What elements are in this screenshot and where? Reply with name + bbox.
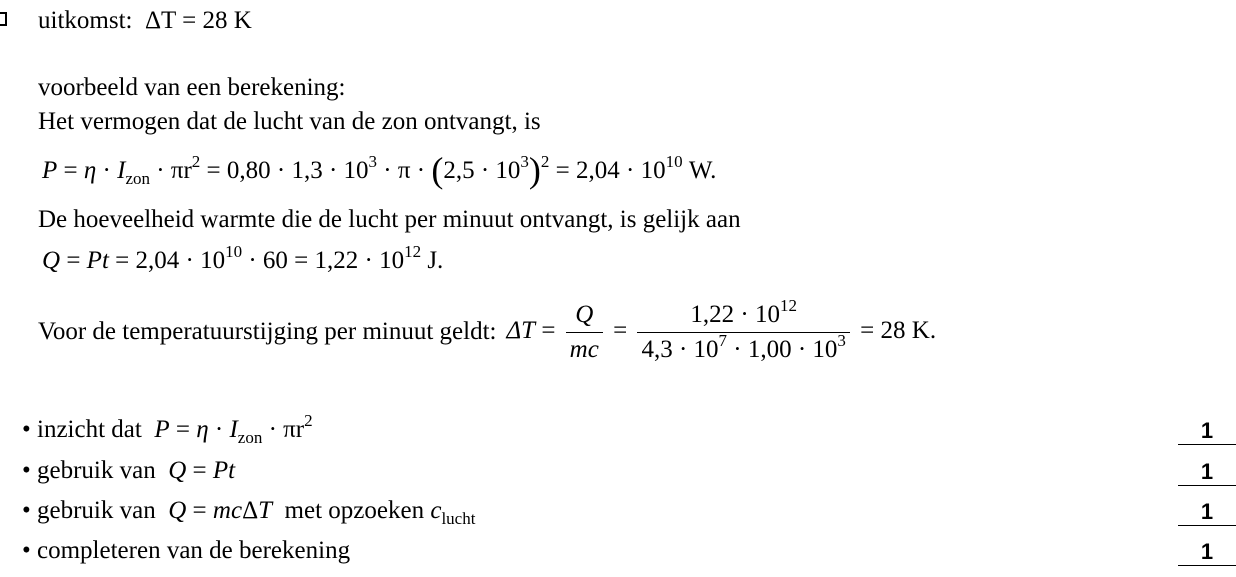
c1-p: P — [154, 416, 170, 443]
example-line-power: Het vermogen dat de lucht van de zon ontvangt, is — [38, 108, 541, 135]
c1-eq: = — [169, 416, 197, 443]
criterion-bullet: • — [22, 416, 31, 443]
equation-heat — [42, 242, 444, 276]
eq2-exp-12: 12 — [404, 242, 422, 261]
eq3-equals-b: = — [606, 316, 634, 344]
eq2-unit: J. — [421, 247, 444, 274]
eq3-frac2-den-b: · 1,00 · 10 — [727, 335, 838, 363]
temp-intro: Voor de temperatuurstijging per minuut geldt: — [38, 318, 497, 345]
eq1-unit: W. — [682, 157, 717, 184]
eq1-exp-a: 3 — [368, 152, 378, 171]
c2-eq: = — [186, 457, 213, 484]
eq3-frac2-den-exp2: 3 — [837, 330, 846, 350]
eq3-frac1-numerator: Q — [566, 300, 603, 333]
eq3-equals-a: = — [535, 316, 562, 344]
c2-q: Q — [168, 457, 187, 484]
criterion-text: gebruik van — [37, 497, 162, 524]
criterion-formula — [148, 411, 313, 447]
c1-area: · πr — [262, 416, 305, 443]
equation-power — [42, 150, 717, 190]
criterion-formula — [162, 497, 272, 524]
c3-c: c — [430, 497, 442, 524]
eq1-intensity-sub: zon — [125, 169, 150, 188]
score-4: 1 — [1178, 539, 1236, 566]
c3-after-text: met opzoeken — [272, 497, 431, 524]
eq1-left-paren: ( — [431, 150, 444, 190]
eq1-values-b: · π · — [377, 157, 432, 184]
criterion-3 — [22, 496, 475, 526]
eq2-values-b: · 60 = 1,22 · 10 — [242, 247, 405, 274]
c3-delta: Δ — [242, 497, 259, 524]
eq1-paren-exp: 2 — [540, 152, 550, 171]
eq1-intensity: I — [117, 157, 126, 184]
criterion-text: inzicht dat — [37, 416, 149, 443]
criterion-text: gebruik van — [37, 457, 162, 484]
eq3-result: = 28 K. — [853, 316, 937, 344]
c3-c-sub: lucht — [441, 509, 476, 528]
equation-temperature — [506, 295, 937, 365]
eq1-area: · πr — [150, 157, 192, 184]
eq3-frac2-den-a: 4,3 · 10 — [641, 335, 719, 363]
answer-expression-text: ΔT = 28 K — [144, 7, 252, 34]
eq1-exp-b: 3 — [520, 152, 529, 171]
c1-eta: η — [196, 416, 209, 443]
c1-sup: 2 — [304, 411, 313, 430]
criterion-bullet: • — [22, 497, 31, 524]
eq3-fraction-numeric — [637, 295, 849, 365]
eq3-frac2-den-exp1: 7 — [718, 330, 728, 350]
criterion-formula — [162, 457, 235, 484]
eq1-values-c: 2,5 · 10 — [443, 157, 521, 184]
answer-label: uitkomst: — [38, 7, 133, 34]
c1-dot: · — [208, 416, 230, 443]
c3-q: Q — [168, 497, 187, 524]
eq2-exp-10: 10 — [225, 242, 243, 261]
criterion-bullet: • — [22, 457, 31, 484]
eq1-equals: = — [57, 157, 84, 184]
criterion-2 — [22, 456, 235, 486]
answer-expression — [139, 7, 252, 34]
eq1-dot: · — [96, 157, 118, 184]
eq2-equals: = — [60, 247, 87, 274]
criterion-1 — [22, 411, 313, 447]
c3-eq: = — [186, 497, 213, 524]
example-heading: voorbeeld van een berekening: — [38, 74, 346, 101]
c3-t: T — [258, 497, 273, 524]
score-3: 1 — [1178, 499, 1236, 526]
eq3-frac1-denominator: mc — [569, 335, 599, 363]
eq1-exp-10: 10 — [665, 152, 683, 171]
eq3-frac2-num-text: 1,22 · 10 — [690, 300, 780, 328]
answer-checkbox-marker — [0, 12, 7, 26]
eq3-frac2-num-exp: 12 — [779, 295, 797, 315]
eq3-fraction-symbolic — [566, 300, 603, 365]
example-line-heat: De hoeveelheid warmte die de lucht per minuut ontvangt, is gelijk aan — [38, 206, 741, 233]
eq1-right-paren: ) — [528, 150, 541, 190]
criterion-text: completeren van de berekening — [37, 537, 351, 564]
eq1-symbol-p: P — [42, 157, 58, 184]
eq2-symbol-q: Q — [42, 247, 61, 274]
c2-pt: Pt — [212, 457, 236, 484]
eq3-frac2-denominator — [637, 330, 849, 365]
eq1-area-exp: 2 — [191, 152, 201, 171]
eq3-frac2-numerator — [637, 295, 849, 333]
score-2: 1 — [1178, 459, 1236, 486]
answer-line — [38, 6, 252, 36]
eq1-eta: η — [83, 157, 97, 184]
c3-mc: mc — [212, 497, 243, 524]
c1-i: I — [229, 416, 238, 443]
eq2-values-a: = 2,04 · 10 — [108, 247, 226, 274]
c1-sub: zon — [237, 428, 263, 447]
score-1: 1 — [1178, 418, 1236, 445]
criterion-bullet: • — [22, 537, 31, 564]
eq3-delta-t: ΔT — [506, 316, 536, 344]
criterion-4 — [22, 536, 350, 566]
eq1-values-a: = 0,80 · 1,3 · 10 — [200, 157, 369, 184]
example-line-temperature — [38, 292, 936, 372]
eq2-pt: Pt — [86, 247, 109, 274]
eq1-values-d: = 2,04 · 10 — [549, 157, 666, 184]
